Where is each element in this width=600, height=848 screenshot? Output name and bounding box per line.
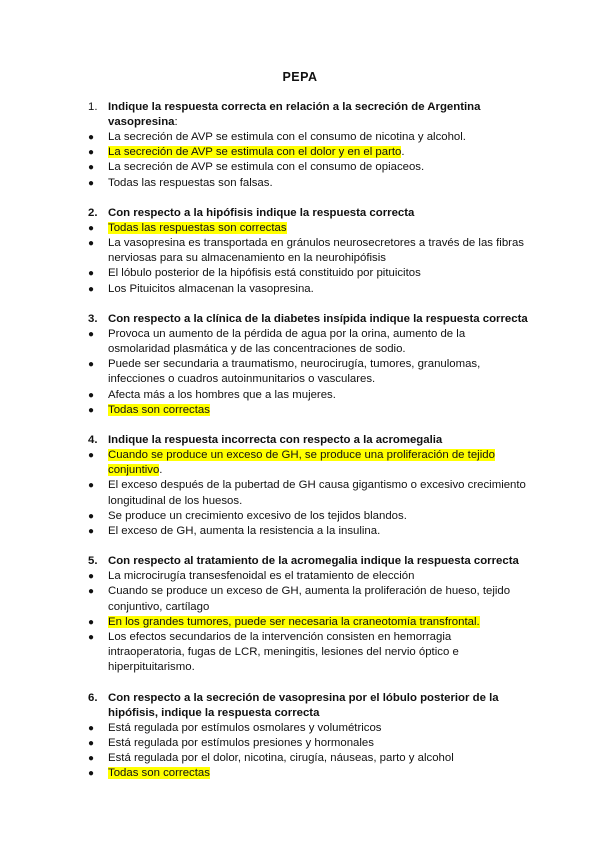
- bullet-icon: ●: [88, 283, 95, 295]
- question-number: 6.: [88, 691, 98, 704]
- question-text: Con respecto a la clínica de la diabetes insípida indique la respuesta correcta: [108, 312, 528, 325]
- question-2: [88, 206, 528, 297]
- question-number: 1.: [88, 101, 98, 113]
- question-header: [88, 100, 528, 130]
- option: [88, 327, 528, 357]
- highlight: Cuando se produce un exceso de GH, se produce una proliferación de tejido conjuntivo: [108, 449, 495, 477]
- bullet-icon: ●: [88, 768, 95, 780]
- bullet-icon: ●: [88, 147, 95, 159]
- bullet-icon: ●: [88, 586, 95, 598]
- question-text: Indique la respuesta correcta en relación a la secreción de Argentina vasopresina:: [108, 101, 481, 128]
- bullet-icon: ●: [88, 404, 95, 416]
- question-6: [88, 691, 528, 782]
- highlight: Todas las respuestas son correctas: [108, 221, 287, 234]
- option-text: El lóbulo posterior de la hipófisis está constituido por pituicitos: [108, 267, 421, 280]
- bullet-icon: ●: [88, 480, 95, 492]
- highlight: Todas son correctas: [108, 403, 210, 416]
- option-highlighted: [88, 221, 528, 236]
- bullet-icon: ●: [88, 177, 95, 189]
- option-text: Los Pituicitos almacenan la vasopresina.: [108, 282, 314, 295]
- option-text: La microcirugía transesfenoidal es el tratamiento de elección: [108, 570, 415, 583]
- bullet-icon: ●: [88, 222, 95, 234]
- option: [88, 236, 528, 266]
- option-text: Los efectos secundarios de la intervención consisten en hemorragia intraoperatoria, fugas de LCR, meningitis, lesiones del nervio óptico e hiperpituitarismo.: [108, 631, 459, 674]
- question-number: 5.: [88, 555, 98, 568]
- option-text: Se produce un crecimiento excesivo de los tejidos blandos.: [108, 509, 407, 522]
- option: [88, 388, 528, 403]
- bullet-icon: ●: [88, 571, 95, 583]
- question-number: 4.: [88, 434, 98, 447]
- question-text: Indique la respuesta incorrecta con respecto a la acromegalia: [108, 434, 443, 447]
- option-text: Está regulada por estímulos osmolares y volumétricos: [108, 721, 382, 734]
- bullet-icon: ●: [88, 753, 95, 765]
- option: [88, 584, 528, 614]
- option-list: [88, 327, 528, 418]
- question-text: Con respecto al tratamiento de la acromegalia indique la respuesta correcta: [108, 555, 519, 568]
- option-text: [108, 766, 528, 781]
- option-text: Provoca un aumento de la pérdida de agua por la orina, aumento de la osmolaridad plasmática y de las concentraciones de sodio.: [108, 327, 466, 356]
- question-number: 3.: [88, 312, 98, 325]
- question-header: [88, 691, 528, 721]
- bullet-icon: ●: [88, 328, 95, 340]
- question-text: Con respecto a la secreción de vasopresina por el lóbulo posterior de la hipófisis, indique la respuesta correcta: [108, 691, 499, 719]
- bullet-icon: ●: [88, 632, 95, 644]
- option: [88, 130, 528, 145]
- option-text: La secreción de AVP se estimula con el dolor y en el parto.: [108, 146, 405, 159]
- option-text: [108, 221, 528, 236]
- option: [88, 266, 528, 281]
- question-header: [88, 554, 528, 569]
- option: [88, 282, 528, 297]
- question-text: Con respecto a la hipófisis indique la respuesta correcta: [108, 206, 415, 219]
- option-text: El exceso de GH, aumenta la resistencia a la insulina.: [108, 525, 381, 538]
- option: [88, 736, 528, 751]
- page-title: PEPA: [282, 70, 318, 84]
- bullet-icon: ●: [88, 238, 95, 250]
- option-text: Puede ser secundaria a traumatismo, neurocirugía, tumores, granulomas, infecciones o cuadros autoinmunitarios o vasculares.: [108, 358, 481, 386]
- bullet-icon: ●: [88, 526, 95, 538]
- question-header: [88, 433, 528, 448]
- option-text: Cuando se produce un exceso de GH, aumenta la proliferación de hueso, tejido conjuntivo, cartílago: [108, 585, 511, 613]
- option-list: [88, 569, 528, 675]
- highlight: En los grandes tumores, puede ser necesaria la craneotomía transfrontal.: [108, 615, 480, 628]
- bullet-icon: ●: [88, 268, 95, 280]
- option: [88, 357, 528, 387]
- option-highlighted: [88, 145, 528, 160]
- bullet-icon: ●: [88, 132, 95, 143]
- option-highlighted: [88, 766, 528, 781]
- option: [88, 569, 528, 584]
- option: [88, 478, 528, 508]
- option: [88, 751, 528, 766]
- option-list: [88, 448, 528, 539]
- highlight: La secreción de AVP se estimula con el dolor y en el parto: [108, 146, 402, 159]
- option: [88, 524, 528, 539]
- highlight: Todas son correctas: [108, 767, 210, 780]
- bullet-icon: ●: [88, 510, 95, 522]
- bullet-icon: ●: [88, 722, 95, 734]
- question-list: [88, 100, 528, 797]
- option-highlighted: [88, 615, 528, 630]
- option-text: Está regulada por estímulos presiones y hormonales: [108, 736, 374, 749]
- option-text: El exceso después de la pubertad de GH causa gigantismo o excesivo crecimiento longitudinal de los huesos.: [108, 479, 526, 507]
- question-header: [88, 312, 528, 327]
- option-text: La secreción de AVP se estimula con el consumo de nicotina y alcohol.: [108, 131, 466, 143]
- bullet-icon: ●: [88, 737, 95, 749]
- option-highlighted: [88, 403, 528, 418]
- option-text: La vasopresina es transportada en gránulos neurosecretores a través de las fibras nerviosas para su almacenamiento en la neurohipófisis: [108, 237, 524, 265]
- option: [88, 176, 528, 191]
- option-text: Afecta más a los hombres que a las mujeres.: [108, 388, 336, 401]
- option-text: La secreción de AVP se estimula con el consumo de opiaceos.: [108, 161, 425, 174]
- bullet-icon: ●: [88, 359, 95, 371]
- option-highlighted: [88, 448, 528, 478]
- question-3: [88, 312, 528, 418]
- question-header: [88, 206, 528, 221]
- option: [88, 721, 528, 736]
- bullet-icon: ●: [88, 389, 95, 401]
- question-number: 2.: [88, 206, 98, 219]
- option-text: Todas las respuestas son falsas.: [108, 176, 273, 189]
- question-5: [88, 554, 528, 675]
- option-text: [108, 403, 528, 418]
- option-list: [88, 721, 528, 782]
- option: [88, 160, 528, 175]
- option: [88, 630, 528, 676]
- option-text: [108, 615, 528, 630]
- question-1: [88, 100, 528, 191]
- option-text: Cuando se produce un exceso de GH, se produce una proliferación de tejido conjuntivo.: [108, 449, 495, 477]
- bullet-icon: ●: [88, 616, 95, 628]
- option-list: [88, 221, 528, 297]
- option-text: Está regulada por el dolor, nicotina, cirugía, náuseas, parto y alcohol: [108, 752, 454, 765]
- option: [88, 509, 528, 524]
- option-list: [88, 130, 528, 191]
- bullet-icon: ●: [88, 450, 95, 462]
- question-4: [88, 433, 528, 539]
- bullet-icon: ●: [88, 162, 95, 174]
